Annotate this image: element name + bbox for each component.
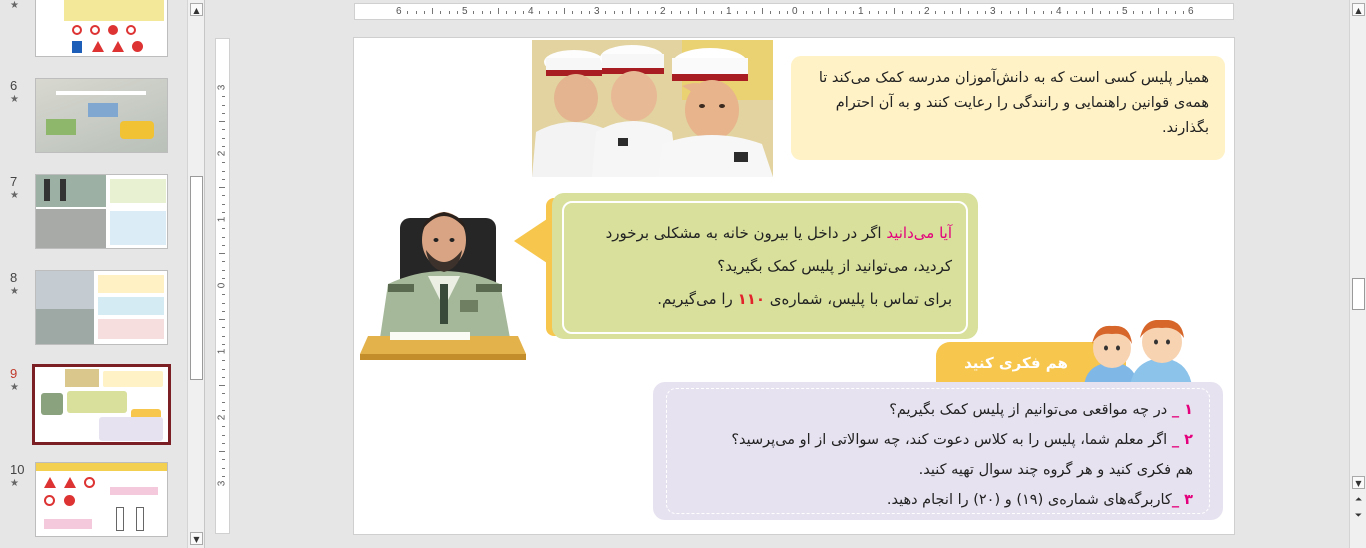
ruler-tick: [671, 11, 672, 14]
horizontal-ruler[interactable]: [354, 3, 1234, 20]
ruler-tick: [968, 11, 969, 14]
ruler-tick: [985, 11, 986, 14]
ruler-tick: [869, 11, 870, 14]
ruler-tick: [1117, 11, 1118, 14]
ruler-tick: [482, 11, 483, 14]
ruler-tick: [222, 393, 225, 394]
ruler-tick: [506, 11, 507, 14]
ruler-tick: [1034, 11, 1035, 14]
questions-box: [666, 388, 1210, 514]
scroll-down-icon[interactable]: ▼: [190, 532, 203, 545]
ruler-tick: [754, 11, 755, 14]
ruler-tick: [219, 319, 225, 320]
ruler-tick: [416, 11, 417, 14]
ruler-tick: [1166, 11, 1167, 14]
ruler-tick-label: 3: [594, 6, 600, 17]
question-item: [677, 425, 1193, 455]
ruler-tick: [222, 261, 225, 262]
scrollbar-thumb[interactable]: [1352, 278, 1365, 310]
ruler-tick: [473, 11, 474, 14]
ruler-tick: [1010, 11, 1011, 14]
ruler-tick-label: 1: [726, 6, 732, 17]
ruler-tick: [630, 8, 631, 14]
ruler-tick: [944, 11, 945, 14]
question-item: [677, 455, 1193, 485]
ruler-tick: [1183, 11, 1184, 14]
police-officer-illustration: [360, 188, 526, 364]
ruler-tick-label: 3: [990, 6, 996, 17]
ruler-tick-label: 6: [396, 6, 402, 17]
ruler-tick: [688, 11, 689, 14]
ruler-tick: [1043, 11, 1044, 14]
scroll-down-icon[interactable]: ▼: [1352, 476, 1365, 489]
ruler-tick: [746, 11, 747, 14]
ruler-tick: [219, 187, 225, 188]
think-together-label: هم فکری کنید: [964, 354, 1068, 372]
ruler-tick: [457, 11, 458, 14]
ruler-tick: [222, 138, 225, 139]
ruler-tick: [556, 11, 557, 14]
ruler-tick-label: 4: [528, 6, 534, 17]
previous-slide-icon[interactable]: ⏶: [1354, 495, 1363, 505]
ruler-tick: [572, 11, 573, 14]
ruler-tick: [1142, 11, 1143, 14]
slide-thumbnail[interactable]: [35, 174, 168, 249]
star-icon: ★: [10, 286, 19, 297]
slide-thumbnail[interactable]: [35, 78, 168, 153]
ruler-tick: [219, 121, 225, 122]
ruler-tick: [638, 11, 639, 14]
ruler-tick: [449, 11, 450, 14]
ruler-tick: [762, 8, 763, 14]
did-you-know-paragraph: [576, 217, 952, 283]
ruler-tick: [515, 11, 516, 14]
ruler-tick: [222, 468, 225, 469]
ruler-tick: [222, 162, 225, 163]
editor-scrollbar[interactable]: [1349, 0, 1366, 548]
did-you-know-lead: آیا می‌دانید: [886, 224, 952, 242]
did-you-know-bubble: [562, 201, 968, 334]
ruler-tick: [845, 11, 846, 14]
next-slide-icon[interactable]: ⏷: [1354, 511, 1363, 521]
ruler-tick: [222, 237, 225, 238]
question-text: در چه مواقعی می‌توانیم از پلیس کمک بگیریم؟: [889, 402, 1172, 418]
ruler-tick: [960, 8, 961, 14]
ruler-tick: [407, 11, 408, 14]
ruler-tick: [222, 146, 225, 147]
ruler-tick: [1001, 11, 1002, 14]
ruler-tick: [222, 443, 225, 444]
ruler-tick: [1150, 11, 1151, 14]
ruler-tick: [680, 11, 681, 14]
police-cadets-photo: [532, 40, 773, 177]
vertical-ruler[interactable]: [215, 38, 230, 534]
ruler-tick: [787, 11, 788, 14]
question-number: ۳ _: [1171, 492, 1193, 508]
ruler-tick: [219, 385, 225, 386]
ruler-tick: [222, 204, 225, 205]
ruler-tick: [853, 11, 854, 14]
ruler-tick: [614, 11, 615, 14]
ruler-tick: [222, 228, 225, 229]
ruler-tick-label: 5: [1122, 6, 1128, 17]
ruler-tick: [952, 11, 953, 14]
ruler-tick: [836, 11, 837, 14]
thumbnail-row[interactable]: [0, 78, 186, 158]
ruler-tick: [935, 11, 936, 14]
star-icon: ★: [10, 0, 19, 11]
ruler-tick: [222, 270, 225, 271]
police-helper-info-box: [791, 56, 1225, 160]
thumbnail-row-active[interactable]: [0, 366, 186, 446]
ruler-tick: [564, 8, 565, 14]
slide-thumbnail-active[interactable]: [32, 364, 171, 445]
ruler-tick: [222, 360, 225, 361]
ruler-tick: [1051, 11, 1052, 14]
ruler-tick: [432, 8, 433, 14]
ruler-tick: [222, 336, 225, 337]
slide-canvas[interactable]: [354, 38, 1234, 534]
ruler-tick: [222, 129, 225, 130]
scroll-up-icon[interactable]: ▲: [1352, 3, 1365, 16]
ruler-tick: [886, 11, 887, 14]
ruler-tick: [1067, 11, 1068, 14]
ruler-tick: [222, 212, 225, 213]
police-number-line: [576, 283, 952, 316]
ruler-tick-label: 6: [1188, 6, 1194, 17]
slide-thumbnail-pane: [0, 0, 205, 548]
ruler-tick: [222, 171, 225, 172]
ruler-tick: [779, 11, 780, 14]
scroll-up-icon[interactable]: ▲: [190, 3, 203, 16]
slide-number: 6: [10, 78, 18, 93]
ruler-tick: [222, 278, 225, 279]
question-number: ۲ _: [1171, 432, 1193, 448]
ruler-tick: [222, 369, 225, 370]
ruler-tick: [1100, 11, 1101, 14]
ruler-tick-label: 2: [216, 414, 228, 421]
star-icon: ★: [10, 190, 19, 201]
ruler-tick-label: 2: [660, 6, 666, 17]
question-text: اگر معلم شما، پلیس را به کلاس دعوت کند، چه سوالاتی از او می‌پرسید؟: [731, 432, 1172, 448]
question-item: [677, 395, 1193, 425]
ruler-tick: [902, 11, 903, 14]
ruler-tick-label: 2: [924, 6, 930, 17]
ruler-tick: [919, 11, 920, 14]
ruler-tick: [770, 11, 771, 14]
ruler-tick: [222, 113, 225, 114]
ruler-tick: [713, 11, 714, 14]
ruler-tick: [894, 8, 895, 14]
thumbnail-row[interactable]: [0, 270, 186, 350]
ruler-tick: [1076, 11, 1077, 14]
ruler-tick: [589, 11, 590, 14]
ruler-tick: [440, 11, 441, 14]
ruler-tick-label: 2: [216, 150, 228, 157]
ruler-tick: [820, 11, 821, 14]
ruler-tick: [222, 426, 225, 427]
thumbnail-scrollbar[interactable]: [187, 0, 204, 548]
ruler-tick: [222, 377, 225, 378]
slide-thumbnail[interactable]: [35, 0, 168, 57]
thumbnail-row[interactable]: [0, 0, 186, 62]
ruler-tick: [222, 105, 225, 106]
ruler-tick: [655, 11, 656, 14]
ruler-tick-label: 4: [1056, 6, 1062, 17]
ruler-tick: [1133, 11, 1134, 14]
ruler-tick: [219, 253, 225, 254]
slide-thumbnail[interactable]: [35, 462, 168, 537]
question-number: ۱ _: [1171, 402, 1193, 418]
question-text: هم فکری کنید و هر گروه چند سوال تهیه کنید.: [918, 462, 1193, 478]
ruler-tick: [721, 11, 722, 14]
ruler-tick: [222, 96, 225, 97]
ruler-tick: [1084, 11, 1085, 14]
ruler-tick-label: 3: [216, 84, 228, 91]
star-icon: ★: [10, 382, 19, 393]
ruler-tick-label: 1: [858, 6, 864, 17]
ruler-tick: [424, 11, 425, 14]
ruler-tick: [581, 11, 582, 14]
ruler-tick: [647, 11, 648, 14]
ruler-tick-label: 0: [792, 6, 798, 17]
ruler-tick: [696, 8, 697, 14]
ruler-tick: [219, 451, 225, 452]
did-you-know-text: اگر در داخل یا بیرون خانه به مشکلی برخورد کردید، می‌توانید از پلیس کمک بگیرید؟: [605, 224, 952, 275]
ruler-tick: [803, 11, 804, 14]
ruler-tick: [222, 410, 225, 411]
ruler-tick: [222, 327, 225, 328]
ruler-tick: [1109, 11, 1110, 14]
ruler-tick: [490, 11, 491, 14]
police-number-text-a: برای تماس با پلیس، شماره‌ی: [765, 290, 952, 308]
ruler-tick: [828, 8, 829, 14]
question-item: [677, 485, 1193, 515]
children-illustration: [1076, 320, 1196, 386]
ruler-tick: [704, 11, 705, 14]
ruler-tick: [1092, 8, 1093, 14]
star-icon: ★: [10, 478, 19, 489]
ruler-tick: [911, 11, 912, 14]
ruler-tick: [222, 195, 225, 196]
scrollbar-thumb[interactable]: [190, 176, 203, 380]
slide-thumbnail[interactable]: [35, 270, 168, 345]
ruler-tick: [1026, 8, 1027, 14]
ruler-tick-label: 0: [216, 282, 228, 289]
ruler-tick: [222, 344, 225, 345]
ruler-tick-label: 3: [216, 480, 228, 487]
thumbnail-row[interactable]: [0, 174, 186, 254]
thumbnail-row[interactable]: [0, 462, 186, 542]
star-icon: ★: [10, 94, 19, 105]
question-text: کاربرگه‌های شماره‌ی (۱۹) و (۲۰) را انجام دهید.: [886, 492, 1172, 508]
ruler-tick: [222, 459, 225, 460]
ruler-tick: [812, 11, 813, 14]
ruler-tick: [622, 11, 623, 14]
ruler-tick-label: 5: [462, 6, 468, 17]
ruler-tick: [539, 11, 540, 14]
police-number-text-b: را می‌گیریم.: [657, 290, 738, 308]
slide-number: 7: [10, 174, 18, 189]
ruler-tick: [222, 245, 225, 246]
ruler-tick: [523, 11, 524, 14]
ruler-tick: [977, 11, 978, 14]
police-phone-number: ۱۱۰: [737, 290, 766, 308]
ruler-tick: [737, 11, 738, 14]
ruler-tick: [222, 294, 225, 295]
ruler-tick: [1158, 8, 1159, 14]
info-text: همیار پلیس کسی است که به دانش‌آموزان مدرسه کمک می‌کند تا همه‌ی قوانین راهنمایی و رانندگی را رعایت کنند و به آن احترام بگذارند.: [818, 70, 1209, 136]
ruler-tick-label: 1: [216, 216, 228, 223]
ruler-tick: [1175, 11, 1176, 14]
ruler-tick: [878, 11, 879, 14]
ruler-tick: [548, 11, 549, 14]
ruler-tick: [222, 435, 225, 436]
ruler-tick: [222, 303, 225, 304]
ruler-tick: [498, 8, 499, 14]
slide-number: 10: [10, 462, 25, 477]
ruler-tick: [222, 311, 225, 312]
slide-number: 9: [10, 366, 18, 381]
ruler-tick: [222, 179, 225, 180]
ruler-tick: [605, 11, 606, 14]
ruler-tick-label: 1: [216, 348, 228, 355]
ruler-tick: [222, 476, 225, 477]
slide-number: 8: [10, 270, 18, 285]
ruler-tick: [1018, 11, 1019, 14]
ruler-tick: [222, 402, 225, 403]
